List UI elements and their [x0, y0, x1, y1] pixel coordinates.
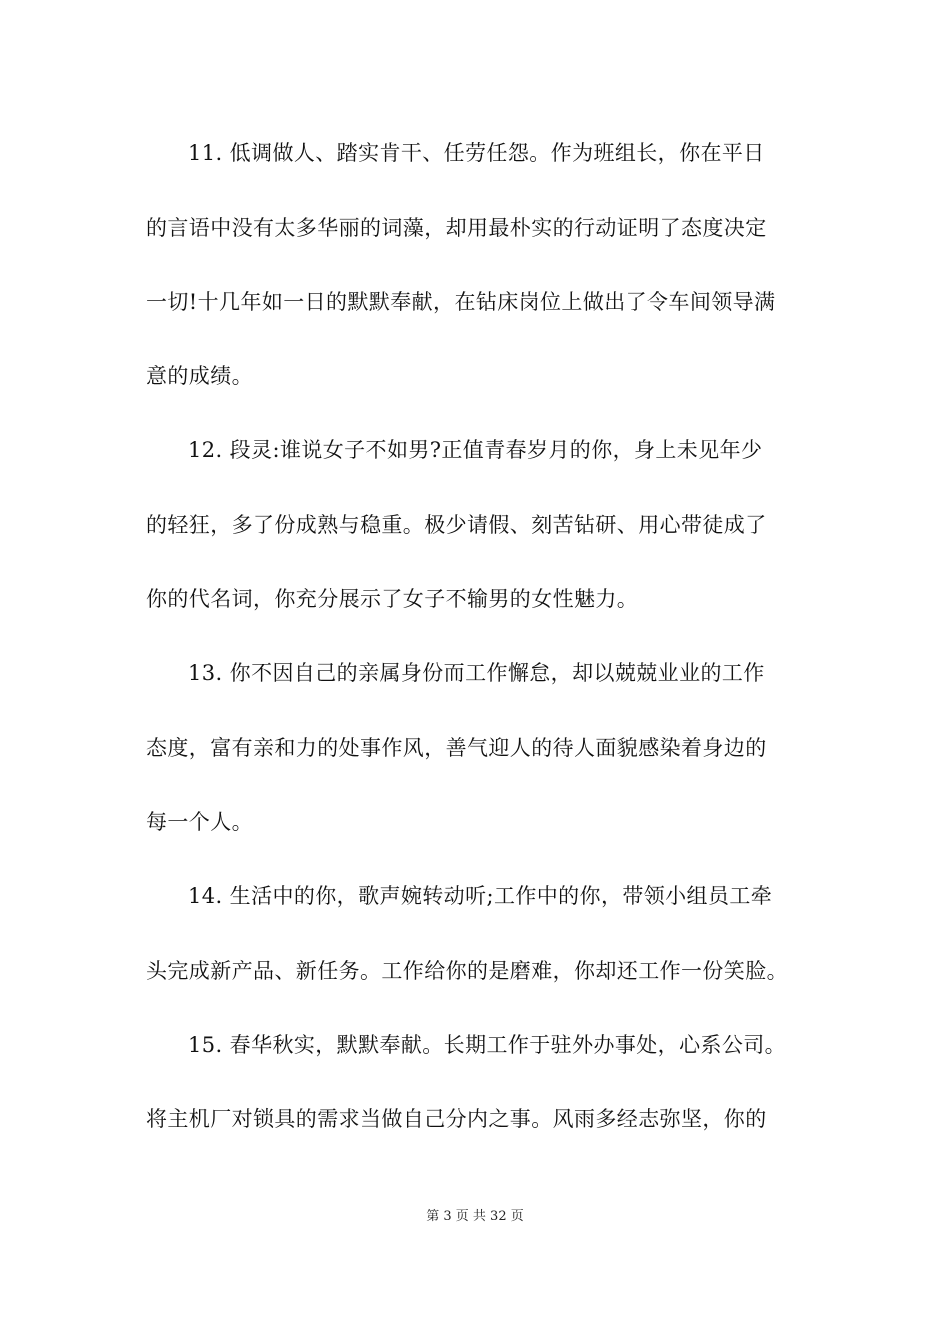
paragraph-11-line-2: 的言语中没有太多华丽的词藻，却用最朴实的行动证明了态度决定: [146, 216, 767, 240]
page-number-footer: 第 3 页 共 32 页: [426, 1209, 524, 1224]
paragraph-13-line-2: 态度，富有亲和力的处事作风，善气迎人的待人面貌感染着身边的: [146, 736, 767, 760]
paragraph-12-line-3: 你的代名词，你充分展示了女子不输男的女性魅力。: [146, 587, 639, 611]
paragraph-11-line-3: 一切!十几年如一日的默默奉献，在钻床岗位上做出了令车间领导满: [146, 290, 776, 314]
paragraph-12-line-1: 12. 段灵:谁说女子不如男?正值青春岁月的你，身上未见年少: [188, 438, 763, 462]
paragraph-14-line-1: 14. 生活中的你，歌声婉转动听;工作中的你，带领小组员工牵: [188, 884, 773, 908]
paragraph-14-line-2: 头完成新产品、新任务。工作给你的是磨难，你却还工作一份笑脸。: [146, 959, 788, 983]
paragraph-15-line-1: 15. 春华秋实，默默奉献。长期工作于驻外办事处，心系公司。: [188, 1033, 787, 1057]
paragraph-11-line-4: 意的成绩。: [146, 364, 253, 388]
paragraph-13-line-3: 每一个人。: [146, 810, 253, 834]
paragraph-12-line-2: 的轻狂，多了份成熟与稳重。极少请假、刻苦钻研、用心带徒成了: [146, 513, 767, 537]
paragraph-13-line-1: 13. 你不因自己的亲属身份而工作懈怠，却以兢兢业业的工作: [188, 661, 765, 685]
paragraph-15-line-2: 将主机厂对锁具的需求当做自己分内之事。风雨多经志弥坚，你的: [146, 1107, 767, 1131]
paragraph-11-line-1: 11. 低调做人、踏实肯干、任劳任怨。作为班组长，你在平日: [188, 141, 765, 165]
